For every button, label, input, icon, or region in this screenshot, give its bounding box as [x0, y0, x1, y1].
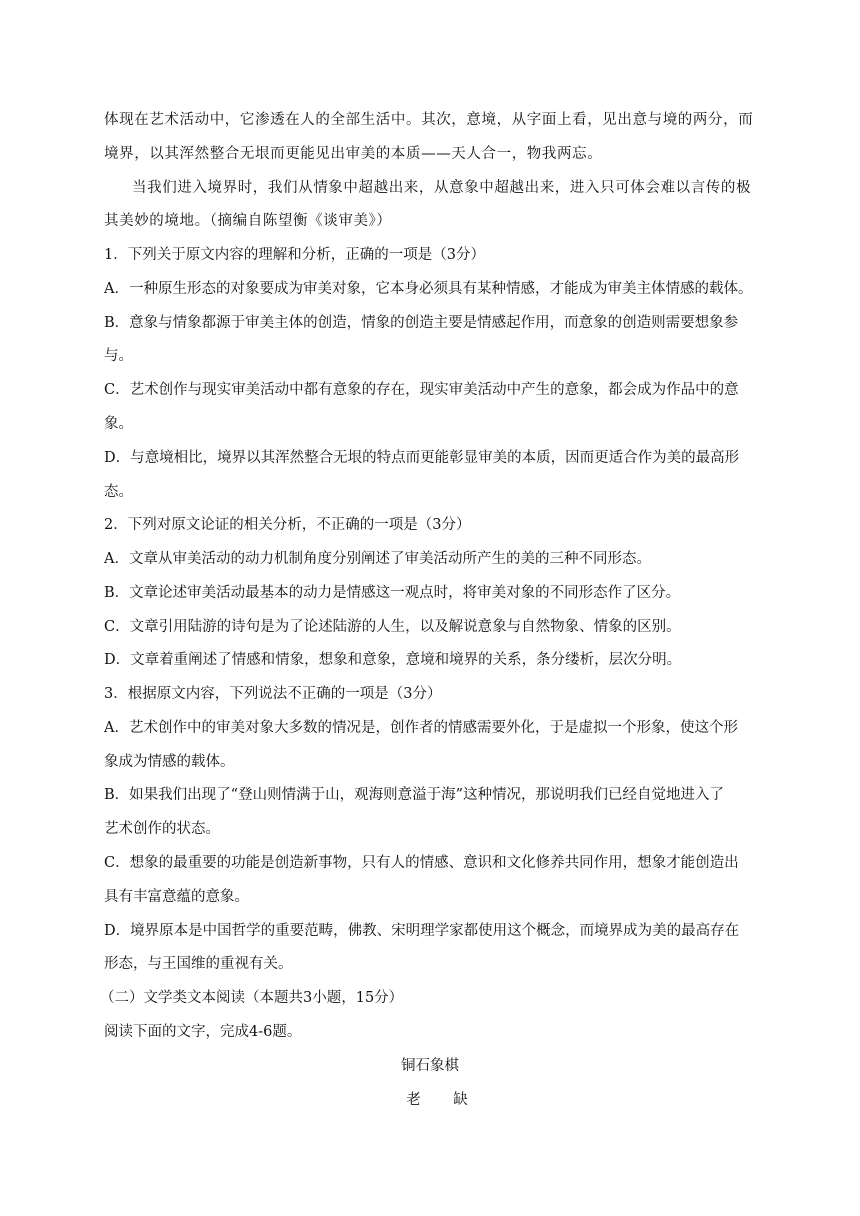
option-c: C．想象的最重要的功能是创造新事物，只有人的情感、意识和文化修养共同作用，想象才能创造出 — [104, 855, 739, 871]
story-author: 老 缺 — [406, 1092, 482, 1108]
reading-instruction: 阅读下面的文字，完成4-6题。 — [104, 1024, 302, 1040]
option-d: D．与意境相比，境界以其浑然整合无垠的特点而更能彰显审美的本质，因而更适合作为美的最高形 — [104, 450, 740, 466]
passage-line: 其美妙的境地。（摘编自陈望衡《谈审美》） — [104, 213, 392, 229]
option-a: A．艺术创作中的审美对象大多数的情况是，创作者的情感需要外化，于是虚拟一个形象，使这个形 — [104, 720, 738, 736]
question-stem: 1．下列关于原文内容的理解和分析，正确的一项是（3分） — [104, 247, 485, 263]
option-c: C．艺术创作与现实审美活动中都有意象的存在，现实审美活动中产生的意象，都会成为作品中的意 — [104, 382, 739, 398]
option-b: B．意象与情象都源于审美主体的创造，情象的创造主要是情感起作用，而意象的创造则需要想象参 — [104, 315, 739, 331]
option-a: A．文章从审美活动的动力机制角度分别阐述了审美活动所产生的美的三种不同形态。 — [104, 551, 651, 567]
option-c: C．文章引用陆游的诗句是为了论述陆游的人生，以及解说意象与自然物象、情象的区别。 — [104, 619, 681, 635]
option-d: D．境界原本是中国哲学的重要范畴，佛教、宋明理学家都使用这个概念，而境界成为美的最高存在 — [104, 923, 740, 939]
story-title: 铜石象棋 — [401, 1058, 459, 1074]
option-d: D．文章着重阐述了情感和情象，想象和意象，意境和境界的关系，条分缕析，层次分明。 — [104, 652, 682, 668]
option-a: A．一种原生形态的对象要成为审美对象，它本身必须具有某种情感，才能成为审美主体情感的载体。 — [104, 281, 753, 297]
option-d-continued: 态。 — [104, 484, 133, 500]
option-a-continued: 象成为情感的载体。 — [104, 754, 235, 770]
passage-line: 当我们进入境界时，我们从情象中超越出来，从意象中超越出来，进入只可体会难以言传的极 — [132, 180, 752, 196]
option-c-continued: 象。 — [104, 416, 133, 432]
passage-line: 体现在艺术活动中，它渗透在人的全部生活中。其次，意境，从字面上看，见出意与境的两分，而 — [104, 112, 754, 128]
section-heading: （二）文学类文本阅读（本题共3小题，15分） — [100, 990, 404, 1006]
option-d-continued: 形态，与王国维的重视有关。 — [104, 956, 293, 972]
option-b-continued: 艺术创作的状态。 — [104, 821, 220, 837]
question-stem: 2．下列对原文论证的相关分析，不正确的一项是（3分） — [104, 517, 471, 533]
question-stem: 3．根据原文内容，下列说法不正确的一项是（3分） — [104, 686, 442, 702]
passage-line: 境界，以其浑然整合无垠而更能见出审美的本质——天人合一，物我两忘。 — [104, 146, 603, 162]
option-c-continued: 具有丰富意蕴的意象。 — [104, 889, 249, 905]
option-b: B．文章论述审美活动最基本的动力是情感这一观点时，将审美对象的不同形态作了区分。 — [104, 585, 681, 601]
option-b-continued: 与。 — [104, 348, 133, 364]
option-b: B．如果我们出现了“登山则情满于山，观海则意溢于海”这种情况，那说明我们已经自觉地进入了 — [104, 787, 724, 803]
